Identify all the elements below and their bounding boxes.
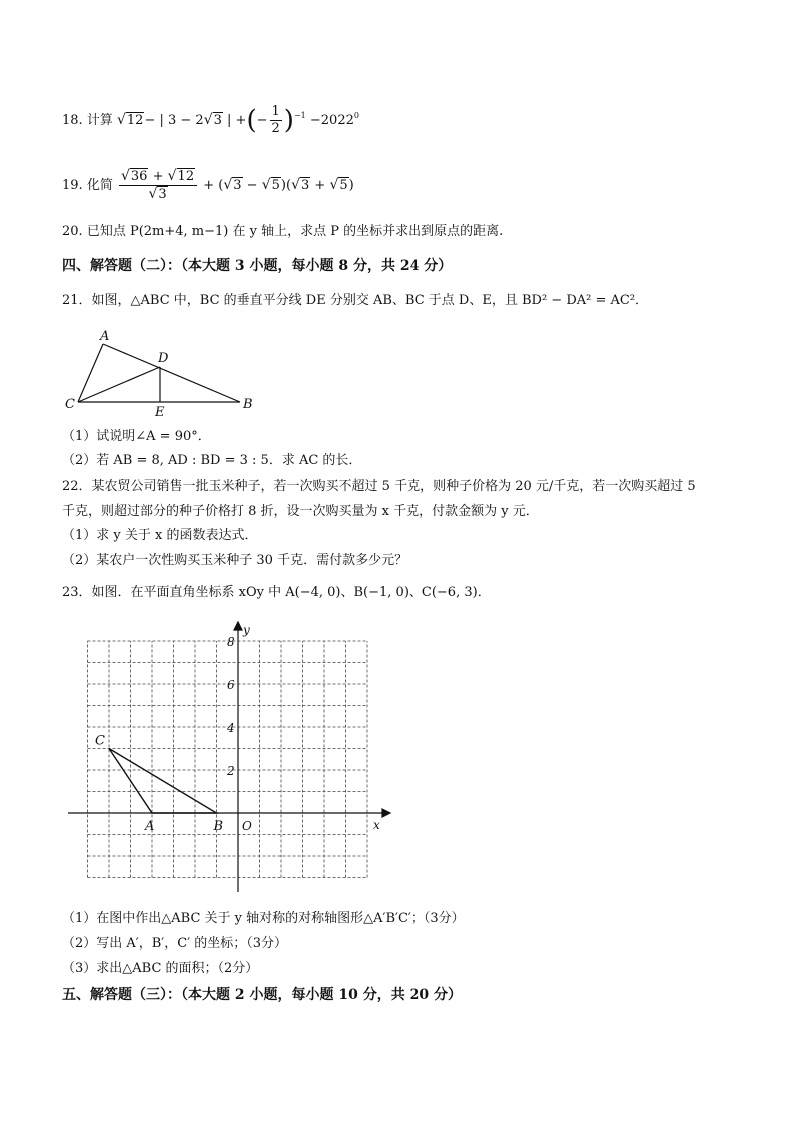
q19-number: 19. [62, 178, 83, 193]
q21-sub1: （1）试说明∠A = 90°． [62, 429, 211, 444]
x-axis-label: x [373, 818, 380, 832]
point-label-B: B [213, 819, 224, 834]
q18-number: 18. [62, 113, 83, 128]
label-A: A [100, 329, 110, 344]
section-4-heading: 四、解答题（二）：（本大题 3 小题，每小题 8 分，共 24 分） [62, 258, 453, 274]
y-tick-label: 4 [227, 721, 235, 735]
q19-label: 化简 [86, 178, 113, 193]
q20-number: 20. [62, 224, 83, 239]
q22-sub2: （2）某农户一次性购买玉米种子 30 千克．需付款多少元？ [62, 553, 408, 568]
segment-AB [103, 344, 240, 402]
point-label-A: A [145, 819, 155, 834]
label-E: E [155, 405, 165, 420]
q21-triangle-figure [60, 328, 260, 420]
q22-line1: 22．某农贸公司销售一批玉米种子，若一次购买不超过 5 千克，则种子价格为 20 元/千克，若一次购买超过 5 [62, 479, 696, 494]
q23-sub2: （2）写出 A′，B′，C′ 的坐标；（3分） [62, 936, 288, 951]
question-18 [62, 104, 359, 137]
q22-sub1: （1）求 y 关于 x 的函数表达式． [62, 528, 258, 543]
q23-text: 23．如图．在平面直角坐标系 xOy 中 A(−4, 0)、B(−1, 0)、C(−6, 3)． [62, 585, 491, 600]
x-axis-arrow [382, 809, 390, 817]
question-20 [62, 223, 503, 241]
q18-expression: √12− | 3 − 2√3 | +(− $\frac{1}{2}$ )$^{-1} -2022^0$ [116, 104, 359, 136]
q19-expression: $\frac{√36 + √12}{√3}$ + (√3 − √5)(√3 + √5) [120, 168, 354, 202]
section-5-heading: 五、解答题（三）：（本大题 2 小题，每小题 10 分，共 20 分） [62, 987, 462, 1003]
q23-coordinate-grid [60, 620, 400, 900]
y-axis-label: y [243, 623, 250, 637]
triangle-ABC [109, 749, 217, 814]
point-label-C: C [95, 733, 105, 749]
q21-text: 21．如图，△ABC 中，BC 的垂直平分线 DE 分别交 AB、BC 于点 D、E，且 BD² − DA² = AC²． [62, 293, 649, 308]
q23-sub1: （1）在图中作出△ABC 关于 y 轴对称的对称轴图形△A′B′C′；（3分） [62, 911, 465, 926]
y-tick-label: 2 [227, 764, 235, 778]
origin-label: O [242, 819, 252, 833]
q20-text: 已知点 P(2m+4, m−1) 在 y 轴上，求点 P 的坐标并求出到原点的距离. [86, 224, 504, 239]
q21-sub2: （2）若 AB = 8, AD : BD = 3 : 5．求 AC 的长． [62, 453, 362, 468]
y-tick-label: 8 [227, 635, 235, 649]
question-19 [62, 168, 354, 203]
q23-sub3: （3）求出△ABC 的面积；（2分） [62, 961, 259, 976]
y-tick-label: 6 [227, 678, 235, 692]
label-C: C [65, 397, 75, 412]
q22-line2: 千克，则超过部分的种子价格打 8 折，设一次购买量为 x 千克，付款金额为 y 元． [62, 504, 539, 519]
label-D: D [158, 351, 169, 366]
y-axis-arrow [234, 622, 242, 630]
q18-label: 计算 [86, 113, 113, 128]
label-B: B [243, 397, 253, 412]
